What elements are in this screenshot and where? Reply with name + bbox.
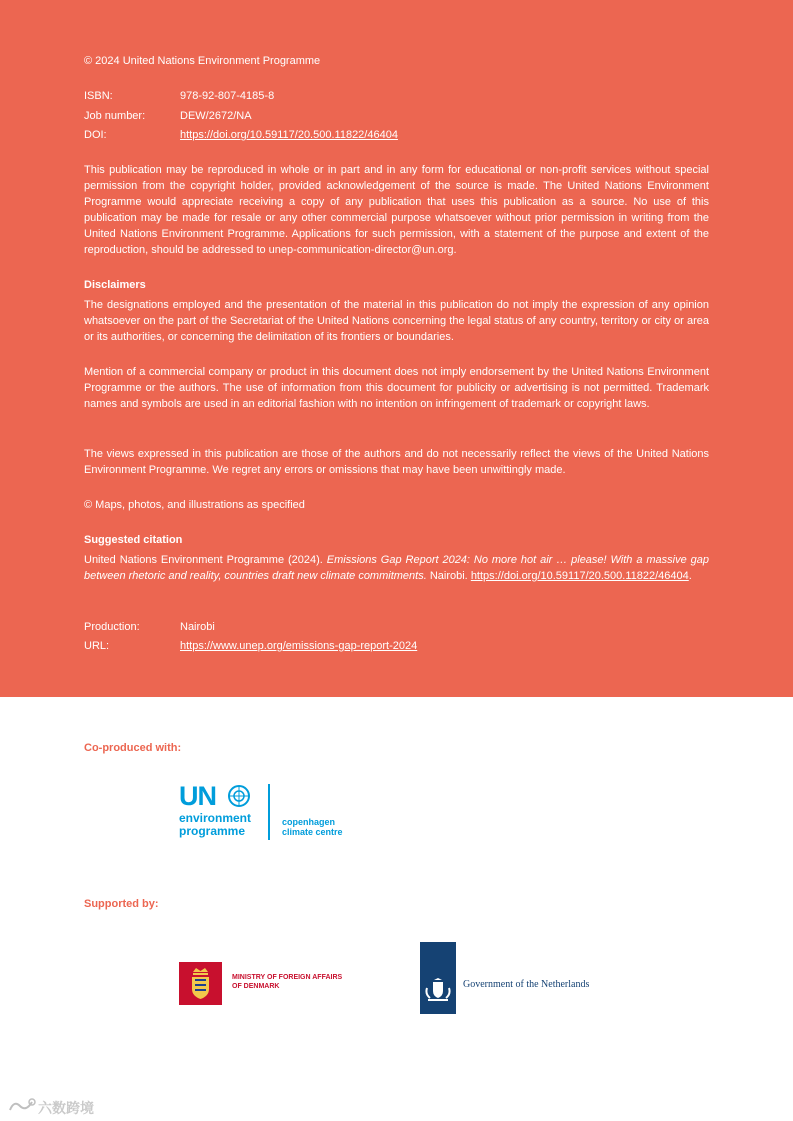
citation-prefix: United Nations Environment Programme (2024). <box>84 554 327 566</box>
maps-note: © Maps, photos, and illustrations as specified <box>84 499 305 511</box>
reproduction-paragraph: This publication may be reproduced in whole or in part and in any form for educational or non-profit services without special permission from the copyright holder, provided acknowledgement of the source is made. The United Nations Environment Programme would appreciate receiving a copy of any publication that uses this publication as a source. No use of this publication may be made for resale or any other commercial purpose whatsoever without prior permission in writing from the United Nations Environment Programme. Applications for such permission, with a statement of the purpose and extent of the reproduction, should be addressed to unep-communication-director@un.org. <box>84 164 709 256</box>
nl-coat-of-arms-icon <box>424 978 452 1002</box>
citation-title: Emissions Gap Report 2024: No more hot air … please! With a massive gap between rhetoric and reality, countries draft new climate commitments. <box>84 554 709 582</box>
citation-paragraph <box>84 552 709 584</box>
report-url-link[interactable]: https://www.unep.org/emissions-gap-report-2024 <box>180 640 418 652</box>
ccc-line-2: climate centre <box>282 827 343 837</box>
denmark-line-2: OF DENMARK <box>232 983 280 990</box>
citation-place: Nairobi. <box>426 570 471 582</box>
citation-heading: Suggested citation <box>84 534 183 546</box>
doi-label: DOI: <box>84 129 107 141</box>
unep-line-1: environment <box>179 811 252 825</box>
denmark-line-1: MINISTRY OF FOREIGN AFFAIRS <box>232 974 343 981</box>
job-number-value: DEW/2672/NA <box>180 110 252 122</box>
doi-link[interactable]: https://doi.org/10.59117/20.500.11822/46404 <box>180 129 398 141</box>
crown-crest-icon <box>187 966 214 1001</box>
un-emblem-icon <box>225 784 253 810</box>
isbn-label: ISBN: <box>84 90 113 102</box>
disclaimer-paragraph-1: The designations employed and the presentation of the material in this publication do not imply the expression of any opinion whatsoever on the part of the Secretariat of the United Nations concerning the legal status of any country, territory or city or area or its authorities, or concerning the delimitation of its frontiers or boundaries. <box>84 299 709 343</box>
supported-label: Supported by: <box>84 898 159 910</box>
unep-ccc-logo <box>179 782 379 842</box>
copyright-line: © 2024 United Nations Environment Programme <box>84 55 321 67</box>
watermark-text: 六数跨境 <box>38 1100 94 1116</box>
job-number-label: Job number: <box>84 110 146 122</box>
un-wordmark: UN <box>179 781 216 811</box>
denmark-logo <box>179 962 369 1006</box>
disclaimer-paragraph-2: Mention of a commercial company or product in this document does not imply endorsement by the United Nations Environment Programme or the authors. The use of information from this document for publicity or advertising is not permitted. Trademark names and symbols are used in an editorial fashion with no intention on infringement of trademark or copyright laws. <box>84 366 709 410</box>
citation-suffix: . <box>688 570 692 582</box>
ccc-line-1: copenhagen <box>282 817 336 827</box>
watermark-logo-icon <box>8 1098 36 1114</box>
netherlands-logo <box>420 942 620 1014</box>
citation-doi-link[interactable]: https://doi.org/10.59117/20.500.11822/46404 <box>470 570 689 582</box>
netherlands-text: Government of the Netherlands <box>463 979 590 990</box>
production-label: Production: <box>84 621 140 633</box>
unep-line-2: programme <box>179 824 246 838</box>
url-label: URL: <box>84 640 110 652</box>
disclaimer-paragraph-3: The views expressed in this publication are those of the authors and do not necessarily reflect the views of the United Nations Environment Programme. We regret any errors or omissions that may have been unwittingly made. <box>84 448 709 476</box>
coproduced-label: Co-produced with: <box>84 742 182 754</box>
disclaimers-heading: Disclaimers <box>84 279 146 291</box>
production-value: Nairobi <box>180 621 215 633</box>
logo-divider <box>268 784 270 840</box>
isbn-value: 978-92-807-4185-8 <box>180 90 275 102</box>
